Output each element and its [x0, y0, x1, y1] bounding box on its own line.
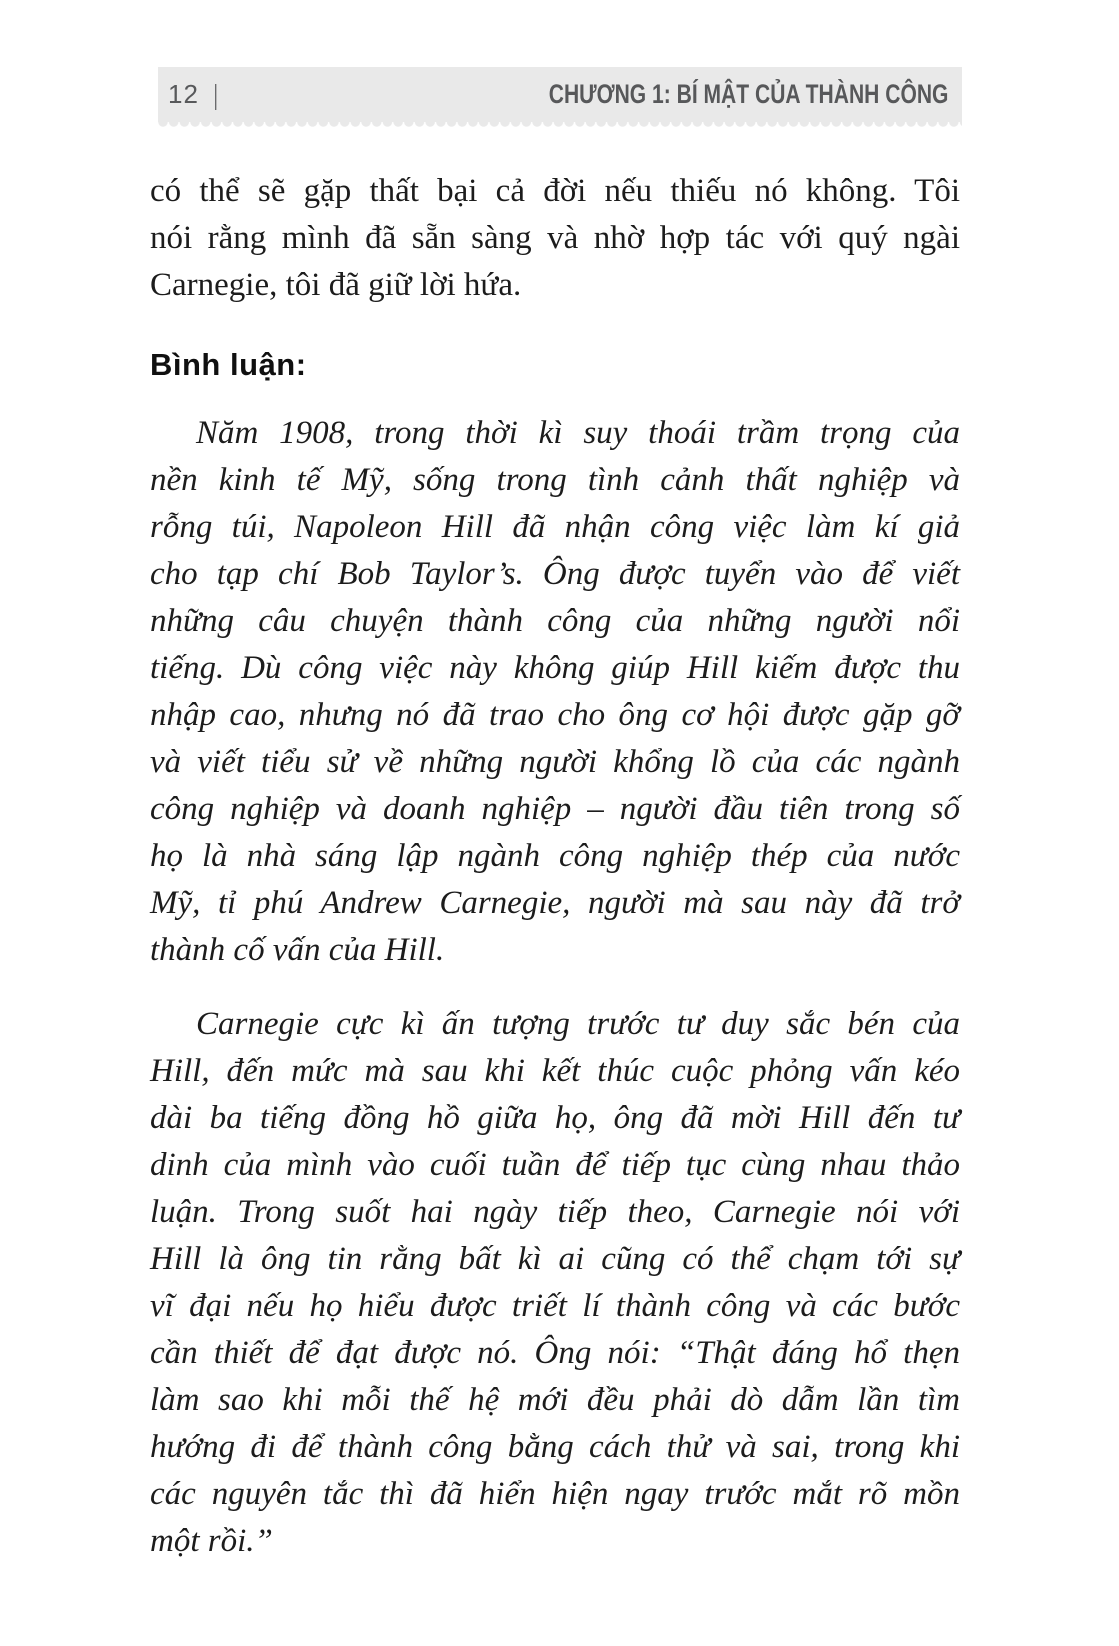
text-line: làm sao khi mỗi thế hệ mới đều phải dò dẫm lần tìm — [150, 1382, 960, 1418]
text-line: và viết tiểu sử về những người khổng lồ của các ngành — [150, 744, 960, 780]
text-line: tiếng. Dù công việc này không giúp Hill kiếm được thu — [150, 650, 960, 686]
text-line: nói rằng mình đã sẵn sàng và nhờ hợp tác với quý ngài — [150, 220, 960, 256]
text-line: nền kinh tế Mỹ, sống trong tình cảnh thất nghiệp và — [150, 462, 960, 498]
text-line: vĩ đại nếu họ hiểu được triết lí thành công và các bước — [150, 1288, 960, 1324]
text-line: luận. Trong suốt hai ngày tiếp theo, Carnegie nói với — [150, 1194, 960, 1230]
text-line: Hill là ông tin rằng bất kì ai cũng có thể chạm tới sự — [150, 1241, 960, 1277]
commentary-paragraph-2 — [150, 1001, 960, 1565]
text-line: rỗng túi, Napoleon Hill đã nhận công việc làm kí giả — [150, 509, 960, 545]
chapter-title: CHƯƠNG 1: BÍ MẬT CỦA THÀNH CÔNG — [548, 79, 948, 109]
commentary-paragraph-1 — [150, 410, 960, 974]
comment-heading: Bình luận: — [150, 347, 307, 382]
page-number: 12 — [168, 79, 199, 109]
text-line: có thể sẽ gặp thất bại cả đời nếu thiếu nó không. Tôi — [150, 173, 960, 209]
text-line: họ là nhà sáng lập ngành công nghiệp thép của nước — [150, 838, 960, 874]
intro-paragraph — [150, 168, 960, 309]
text-line: Hill, đến mức mà sau khi kết thúc cuộc phỏng vấn kéo — [150, 1053, 960, 1089]
text-line: dinh của mình vào cuối tuần để tiếp tục cùng nhau thảo — [150, 1147, 960, 1183]
text-line: cho tạp chí Bob Taylor’s. Ông được tuyển vào để viết — [150, 556, 960, 592]
page-number-group — [168, 79, 219, 111]
text-line: dài ba tiếng đồng hồ giữa họ, ông đã mời Hill đến tư — [150, 1100, 960, 1136]
header-separator: | — [213, 78, 218, 110]
text-line: nhập cao, nhưng nó đã trao cho ông cơ hội được gặp gỡ — [150, 697, 960, 733]
text-line: những câu chuyện thành công của những người nổi — [150, 603, 960, 639]
text-line: cần thiết để đạt được nó. Ông nói: “Thật đáng hổ thẹn — [150, 1335, 960, 1371]
text-line: thành cố vấn của Hill. — [150, 932, 445, 968]
text-line: Năm 1908, trong thời kì suy thoái trầm trọng của — [196, 415, 960, 451]
text-line: hướng đi để thành công bằng cách thử và sai, trong khi — [150, 1429, 960, 1465]
text-line: Mỹ, tỉ phú Andrew Carnegie, người mà sau này đã trở — [150, 885, 960, 921]
text-line: công nghiệp và doanh nghiệp – người đầu tiên trong số — [150, 791, 960, 827]
text-line: các nguyên tắc thì đã hiển hiện ngay trước mắt rõ mồn — [150, 1476, 960, 1512]
content-area — [150, 168, 960, 1565]
text-line: Carnegie cực kì ấn tượng trước tư duy sắc bén của — [196, 1006, 960, 1042]
text-line: một rồi.” — [150, 1523, 273, 1559]
scallop-edge-decoration — [158, 122, 962, 129]
running-header-bar — [158, 67, 962, 122]
text-line: Carnegie, tôi đã giữ lời hứa. — [150, 267, 522, 303]
